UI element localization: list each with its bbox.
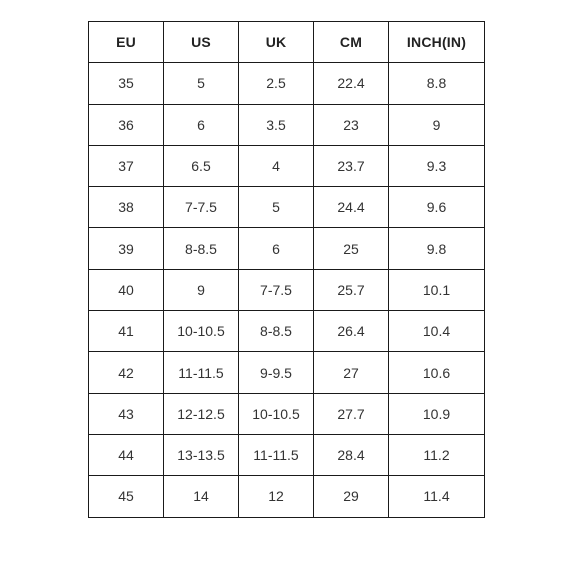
cell-us: 8-8.5 xyxy=(164,228,239,269)
cell-uk: 12 xyxy=(239,476,314,517)
cell-eu: 36 xyxy=(89,104,164,145)
cell-eu: 42 xyxy=(89,352,164,393)
cell-cm: 26.4 xyxy=(314,311,389,352)
cell-cm: 22.4 xyxy=(314,63,389,104)
header-row xyxy=(89,22,485,63)
cell-inch: 9.8 xyxy=(389,228,485,269)
cell-inch: 9.3 xyxy=(389,145,485,186)
header-eu: EU xyxy=(89,22,164,63)
cell-inch: 9 xyxy=(389,104,485,145)
cell-cm: 23 xyxy=(314,104,389,145)
cell-cm: 23.7 xyxy=(314,145,389,186)
table-row xyxy=(89,311,485,352)
table-row xyxy=(89,393,485,434)
cell-eu: 35 xyxy=(89,63,164,104)
cell-us: 10-10.5 xyxy=(164,311,239,352)
cell-uk: 5 xyxy=(239,187,314,228)
cell-us: 12-12.5 xyxy=(164,393,239,434)
header-uk: UK xyxy=(239,22,314,63)
table-row xyxy=(89,352,485,393)
cell-us: 7-7.5 xyxy=(164,187,239,228)
cell-us: 9 xyxy=(164,269,239,310)
header-cm: CM xyxy=(314,22,389,63)
cell-cm: 27.7 xyxy=(314,393,389,434)
table-row xyxy=(89,228,485,269)
table-row xyxy=(89,145,485,186)
table-row xyxy=(89,187,485,228)
cell-uk: 6 xyxy=(239,228,314,269)
cell-uk: 4 xyxy=(239,145,314,186)
cell-inch: 11.4 xyxy=(389,476,485,517)
cell-inch: 10.6 xyxy=(389,352,485,393)
cell-inch: 10.1 xyxy=(389,269,485,310)
cell-inch: 11.2 xyxy=(389,434,485,475)
cell-cm: 25.7 xyxy=(314,269,389,310)
cell-uk: 2.5 xyxy=(239,63,314,104)
cell-eu: 41 xyxy=(89,311,164,352)
cell-us: 13-13.5 xyxy=(164,434,239,475)
table-body xyxy=(89,63,485,517)
size-chart xyxy=(88,21,484,518)
cell-us: 14 xyxy=(164,476,239,517)
cell-uk: 9-9.5 xyxy=(239,352,314,393)
table-row xyxy=(89,434,485,475)
table-header xyxy=(89,22,485,63)
cell-us: 11-11.5 xyxy=(164,352,239,393)
cell-uk: 11-11.5 xyxy=(239,434,314,475)
cell-eu: 43 xyxy=(89,393,164,434)
cell-us: 5 xyxy=(164,63,239,104)
table-row xyxy=(89,104,485,145)
cell-us: 6.5 xyxy=(164,145,239,186)
size-table xyxy=(88,21,485,518)
cell-eu: 45 xyxy=(89,476,164,517)
cell-uk: 10-10.5 xyxy=(239,393,314,434)
cell-cm: 28.4 xyxy=(314,434,389,475)
cell-inch: 10.4 xyxy=(389,311,485,352)
cell-uk: 3.5 xyxy=(239,104,314,145)
cell-inch: 8.8 xyxy=(389,63,485,104)
table-row xyxy=(89,269,485,310)
cell-cm: 27 xyxy=(314,352,389,393)
cell-eu: 40 xyxy=(89,269,164,310)
cell-eu: 39 xyxy=(89,228,164,269)
cell-cm: 25 xyxy=(314,228,389,269)
cell-uk: 7-7.5 xyxy=(239,269,314,310)
cell-uk: 8-8.5 xyxy=(239,311,314,352)
cell-eu: 37 xyxy=(89,145,164,186)
cell-eu: 38 xyxy=(89,187,164,228)
cell-cm: 24.4 xyxy=(314,187,389,228)
table-row xyxy=(89,63,485,104)
cell-us: 6 xyxy=(164,104,239,145)
table-row xyxy=(89,476,485,517)
cell-inch: 9.6 xyxy=(389,187,485,228)
cell-cm: 29 xyxy=(314,476,389,517)
cell-inch: 10.9 xyxy=(389,393,485,434)
cell-eu: 44 xyxy=(89,434,164,475)
header-inch: INCH(IN) xyxy=(389,22,485,63)
header-us: US xyxy=(164,22,239,63)
